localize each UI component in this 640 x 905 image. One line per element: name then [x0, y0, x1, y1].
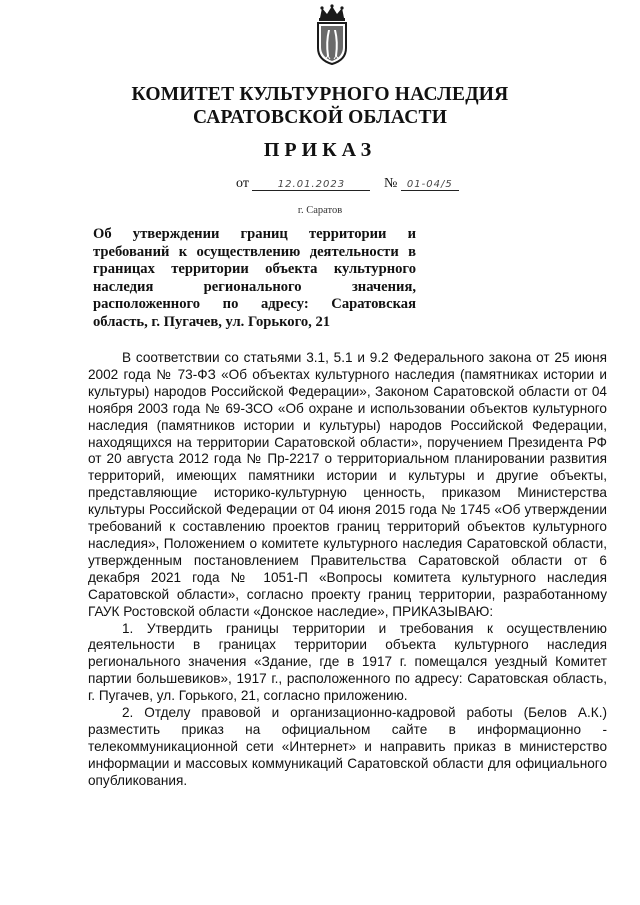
date-value: 12.01.2023 — [252, 179, 370, 191]
order-body — [88, 350, 607, 790]
number-value: 01-04/5 — [401, 179, 459, 191]
city-label: г. Саратов — [297, 205, 343, 216]
organization-name — [0, 83, 640, 129]
document-type-title: ПРИКАЗ — [263, 139, 377, 161]
saratov-coat-of-arms-icon — [310, 4, 354, 66]
date-label: от — [236, 176, 249, 191]
number-label: № — [383, 176, 398, 191]
organization-name-line-2: САРАТОВСКОЙ ОБЛАСТИ — [192, 107, 448, 128]
order-subject: Об утверждении границ территории и требований к осуществлению деятельности в границах территории объекта культурного наследия регионального значения, расположенного по адресу: Саратовская область, г. Пугачев, ул. Горького, 21 — [93, 226, 416, 330]
date-number-row — [236, 176, 459, 192]
preamble-paragraph: В соответствии со статьями 3.1, 5.1 и 9.2 Федерального закона от 25 июня 2002 года № 73-ФЗ «Об объектах культурного наследия (памятниках истории и культуры) народов Российской Федерации», Законом Саратовской области от 04 ноября 2003 года № 69-ЗСО «Об охране и использовании объектов культурного наследия (памятников истории и культуры) народов Российской Федерации, находящихся на территории Саратовской области», поручением Президента РФ от 20 августа 2012 года № Пр-2217 о территориальном планировании развития территорий, имеющих памятники истории и культуры и другие объекты, представляющие историко-культурную ценность, приказом Министерства культуры Российской Федерации от 04 июня 2015 года № 1745 «Об утверждении требований к составлению проектов границ территорий объектов культурного наследия», Положением о комитете культурного наследия Саратовской области, утвержденным постановлением Правительства Саратовской области от 6 декабря 2021 года № 1051-П «Вопросы комитета культурного наследия Саратовской области», согласно проекту границ территории, разработанному ГАУК Ростовской области «Донское наследие», ПРИКАЗЫВАЮ: — [88, 350, 607, 619]
order-item-1: 1. Утвердить границы территории и требования к осуществлению деятельности в границах территории объекта культурного наследия регионального значения «Здание, где в 1917 г. помещался уездный Комитет партии большевиков», 1917 г., расположенного по адресу: Саратовская область, г. Пугачев, ул. Горького, 21, согласно приложению. — [88, 620, 607, 704]
order-item-2: 2. Отделу правовой и организационно-кадровой работы (Белов А.К.) разместить приказ на официальном сайте в информационно - телекоммуникационной сети «Интернет» и направить приказ в министерство информации и массовых коммуникаций Саратовской области для официального опубликования. — [88, 705, 607, 788]
order-items — [88, 621, 607, 790]
organization-name-line-1: КОМИТЕТ КУЛЬТУРНОГО НАСЛЕДИЯ — [131, 84, 509, 105]
